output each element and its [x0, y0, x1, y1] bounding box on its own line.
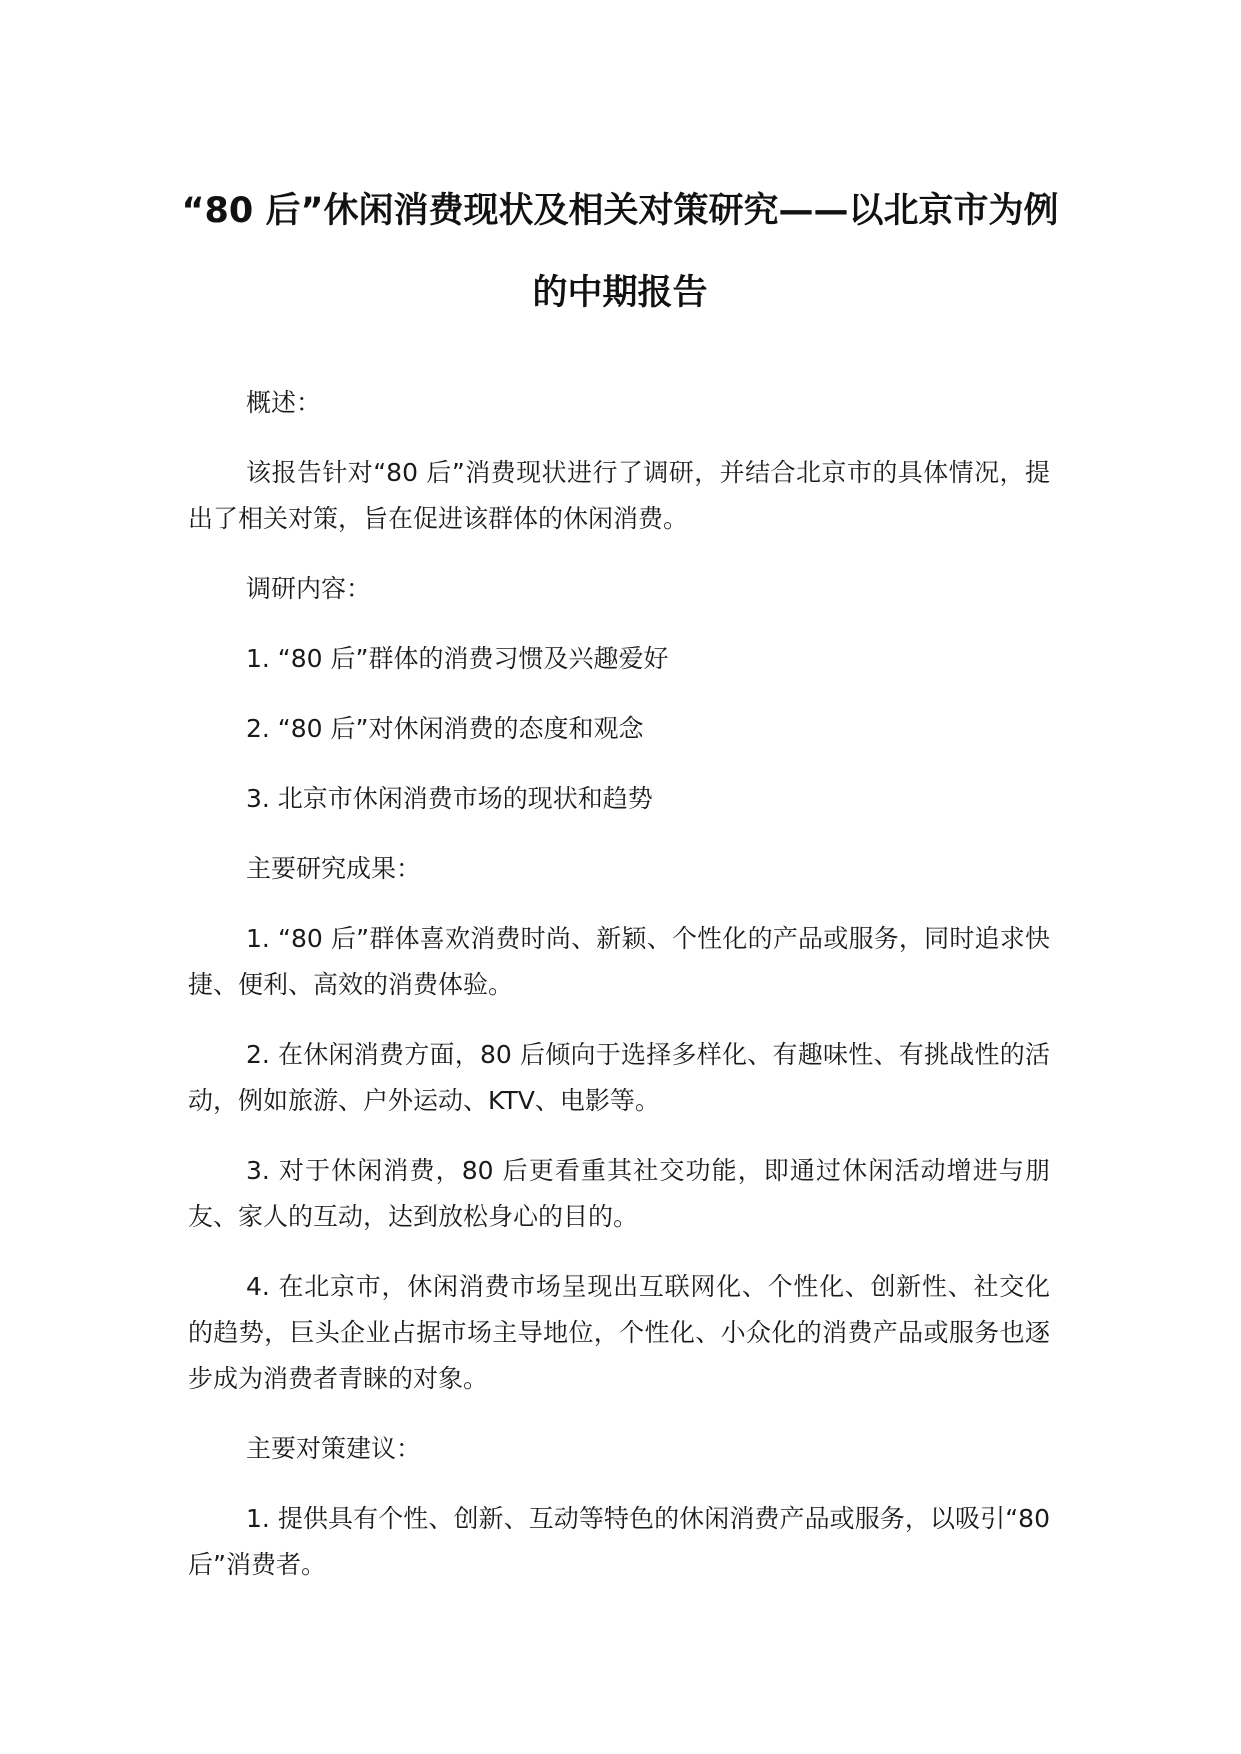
section-heading-recommendations: 主要对策建议：: [246, 1434, 422, 1463]
finding-item-2: 2. 在休闲消费方面，80 后倾向于选择多样化、有趣味性、有挑战性的活动，例如旅游、户外运动、KTV、电影等。: [188, 1040, 1050, 1115]
section-heading-findings: 主要研究成果：: [246, 854, 422, 883]
recommendation-item-1: 1. 提供具有个性、创新、互动等特色的休闲消费产品或服务，以吸引“80 后”消费者。: [188, 1504, 1050, 1579]
section-heading-research-content: 调研内容：: [246, 574, 372, 603]
document-body: [188, 380, 1050, 1612]
research-item-2: 2. “80 后”对休闲消费的态度和观念: [246, 714, 644, 743]
finding-item-1: 1. “80 后”群体喜欢消费时尚、新颖、个性化的产品或服务，同时追求快捷、便利、高效的消费体验。: [188, 924, 1050, 999]
research-item-1: 1. “80 后”群体的消费习惯及兴趣爱好: [246, 644, 669, 673]
section-heading-overview: 概述：: [246, 388, 322, 417]
finding-item-3: 3. 对于休闲消费，80 后更看重其社交功能，即通过休闲活动增进与朋友、家人的互动，达到放松身心的目的。: [188, 1156, 1050, 1231]
research-item-3: 3. 北京市休闲消费市场的现状和趋势: [246, 784, 653, 813]
finding-item-4: 4. 在北京市，休闲消费市场呈现出互联网化、个性化、创新性、社交化的趋势，巨头企业占据市场主导地位，个性化、小众化的消费产品或服务也逐步成为消费者青睐的对象。: [188, 1272, 1050, 1393]
overview-paragraph: 该报告针对“80 后”消费现状进行了调研，并结合北京市的具体情况，提出了相关对策，旨在促进该群体的休闲消费。: [188, 458, 1050, 533]
document-title: “80 后”休闲消费现状及相关对策研究——以北京市为例的中期报告: [181, 191, 1059, 313]
